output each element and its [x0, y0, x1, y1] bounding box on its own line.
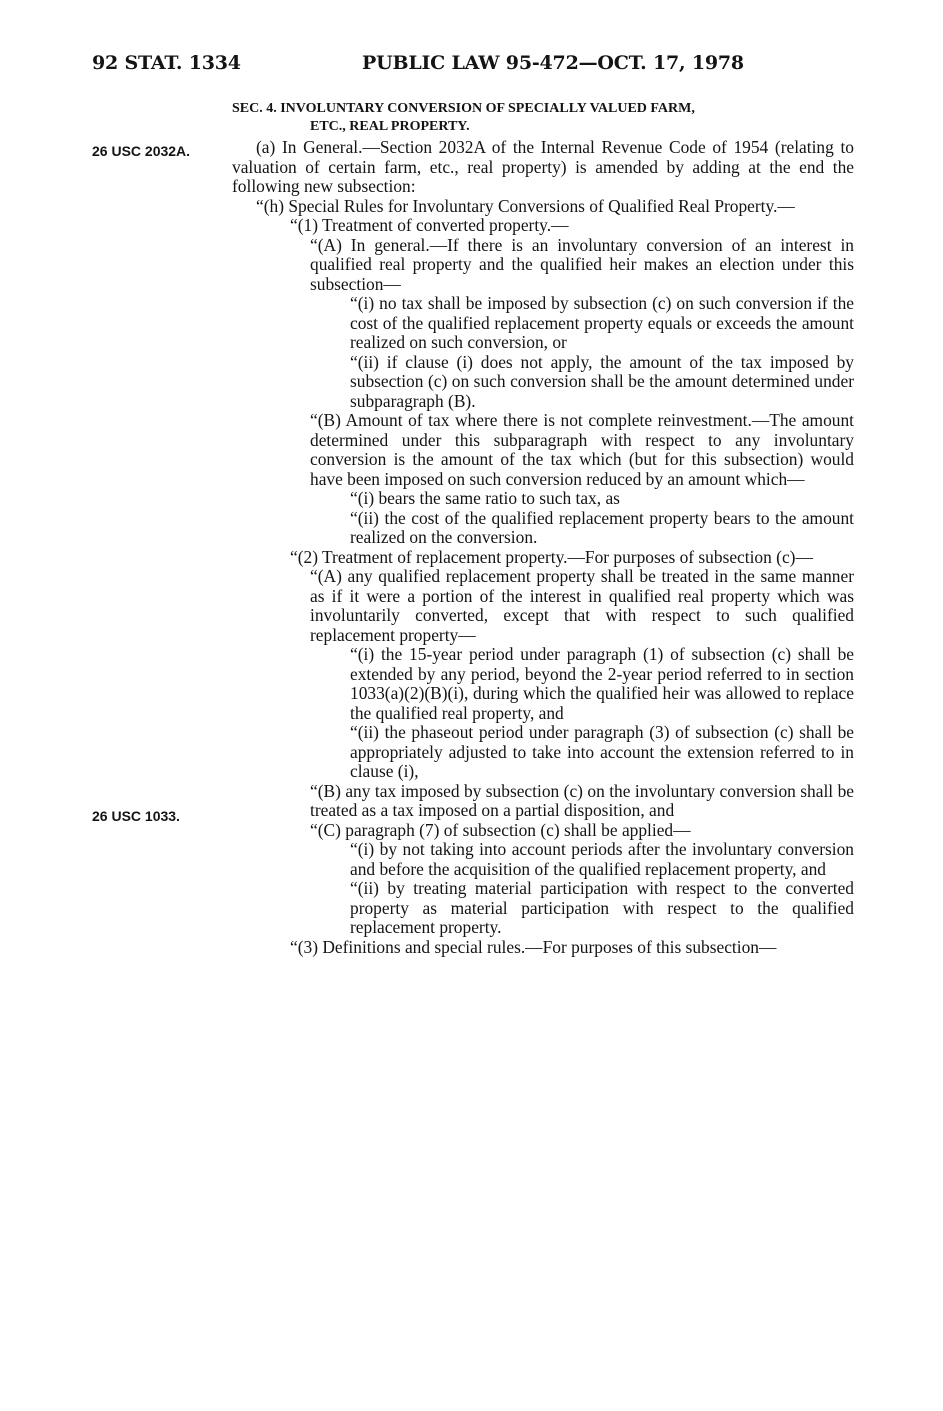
section-heading-line2: ETC., REAL PROPERTY. [310, 119, 470, 134]
subparagraph-h1b: “(B) Amount of tax where there is not complete reinvestment.—The amount determined under this subparagraph with respect to any involuntary conversion is the amount of the tax which (but for this subsection) would have been imposed on such conversion reduced by an amount which— [310, 410, 854, 489]
subparagraph-h2c: “(C) paragraph (7) of subsection (c) shall be applied— [310, 819, 691, 840]
page-stat-citation: 92 STAT. 1334 [92, 52, 241, 74]
clause-h1b-ii: “(ii) the cost of the qualified replacement property bears to the amount realized on the conversion. [350, 507, 854, 547]
paragraph-h2: “(2) Treatment of replacement property.—For purposes of subsection (c)— [290, 546, 813, 567]
paragraph-h1: “(1) Treatment of converted property.— [290, 215, 569, 235]
subsection-h-heading: “(h) Special Rules for Involuntary Conversions of Qualified Real Property.— [256, 195, 795, 216]
margin-citation-1033: 26 USC 1033. [92, 808, 180, 824]
margin-citation-2032a: 26 USC 2032A. [92, 143, 191, 159]
subparagraph-h2b: “(B) any tax imposed by subsection (c) on the involuntary conversion shall be treated as a tax imposed on a partial disposition, and [310, 780, 854, 820]
clause-h2c-ii: “(ii) by treating material participation with respect to the converted property as material participation with respect to the qualified replacement property. [350, 878, 854, 937]
clause-h2a-i: “(i) the 15-year period under paragraph (1) of subsection (c) shall be extended by any period, beyond the 2-year period referred to in section 1033(a)(2)(B)(i), during which the qualified heir was allowed to replace the qualified real property, and [350, 644, 854, 723]
statute-body [232, 100, 854, 957]
page-running-head: PUBLIC LAW 95-472—OCT. 17, 1978 [362, 52, 744, 74]
clause-h1a-ii: “(ii) if clause (i) does not apply, the amount of the tax imposed by subsection (c) on such conversion shall be the amount determined under subparagraph (B). [350, 351, 854, 411]
section-heading [232, 100, 854, 136]
clause-h2c-i: “(i) by not taking into account periods after the involuntary conversion and before the acquisition of the qualified replacement property, and [350, 839, 854, 879]
clause-h1a-i: “(i) no tax shall be imposed by subsection (c) on such conversion if the cost of the qualified replacement property equals or exceeds the amount realized on such conversion, or [350, 293, 854, 352]
clause-h2a-ii: “(ii) the phaseout period under paragraph (3) of subsection (c) shall be appropriately adjusted to take into account the extension referred to in clause (i), [350, 722, 854, 781]
section-heading-line1: SEC. 4. INVOLUNTARY CONVERSION OF SPECIALLY VALUED FARM, [232, 101, 695, 116]
subparagraph-h1a: “(A) In general.—If there is an involuntary conversion of an interest in qualified real property and the qualified heir makes an election under this subsection— [310, 234, 854, 294]
clause-h1b-i: “(i) bears the same ratio to such tax, as [350, 488, 620, 508]
subparagraph-h2a: “(A) any qualified replacement property shall be treated in the same manner as if it were a portion of the interest in qualified real property which was involuntarily converted, except that with respect to such qualified replacement property— [310, 566, 854, 645]
paragraph-h3: “(3) Definitions and special rules.—For purposes of this subsection— [290, 936, 777, 957]
subsection-a: (a) In General.—Section 2032A of the Internal Revenue Code of 1954 (relating to valuation of certain farm, etc., real property) is amended by adding at the end the following new subsection: [232, 137, 854, 196]
